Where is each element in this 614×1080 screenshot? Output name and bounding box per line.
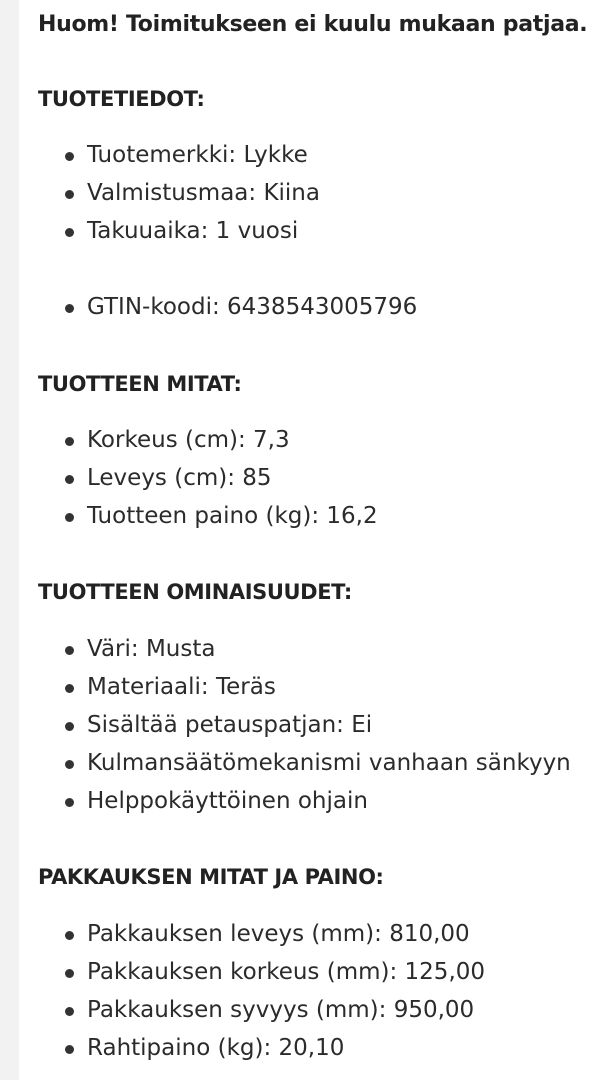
list-item-color: Väri: Musta	[38, 630, 571, 668]
list-item-package-width: Pakkauksen leveys (mm): 810,00	[38, 915, 485, 953]
list-item-shipping-weight: Rahtipaino (kg): 20,10	[38, 1029, 485, 1067]
section-heading-dimensions: TUOTTEEN MITAT:	[38, 372, 242, 396]
features-list	[38, 630, 571, 820]
list-item-height: Korkeus (cm): 7,3	[38, 421, 378, 459]
list-item-package-height: Pakkauksen korkeus (mm): 125,00	[38, 953, 485, 991]
list-item-width: Leveys (cm): 85	[38, 459, 378, 497]
list-item-country-of-origin: Valmistusmaa: Kiina	[38, 174, 417, 212]
list-item-package-depth: Pakkauksen syvyys (mm): 950,00	[38, 991, 485, 1029]
list-item-easy-controller: Helppokäyttöinen ohjain	[38, 782, 571, 820]
mattress-notice: Huom! Toimitukseen ei kuulu mukaan patjaa.	[38, 12, 588, 37]
list-item-includes-topper: Sisältää petauspatjan: Ei	[38, 706, 571, 744]
section-heading-package: PAKKAUKSEN MITAT JA PAINO:	[38, 865, 384, 889]
section-heading-product-info: TUOTETIEDOT:	[38, 87, 205, 111]
page-left-margin	[0, 0, 19, 1080]
list-item-angle-mechanism: Kulmansäätömekanismi vanhaan sänkyyn	[38, 744, 571, 782]
list-item-warranty: Takuuaika: 1 vuosi	[38, 212, 417, 250]
product-info-list	[38, 136, 417, 326]
list-item-weight: Tuotteen paino (kg): 16,2	[38, 497, 378, 535]
list-item-gtin: GTIN-koodi: 6438543005796	[38, 288, 417, 326]
section-heading-features: TUOTTEEN OMINAISUUDET:	[38, 580, 352, 604]
dimensions-list	[38, 421, 378, 535]
package-list	[38, 915, 485, 1067]
list-item-brand: Tuotemerkki: Lykke	[38, 136, 417, 174]
list-item-material: Materiaali: Teräs	[38, 668, 571, 706]
